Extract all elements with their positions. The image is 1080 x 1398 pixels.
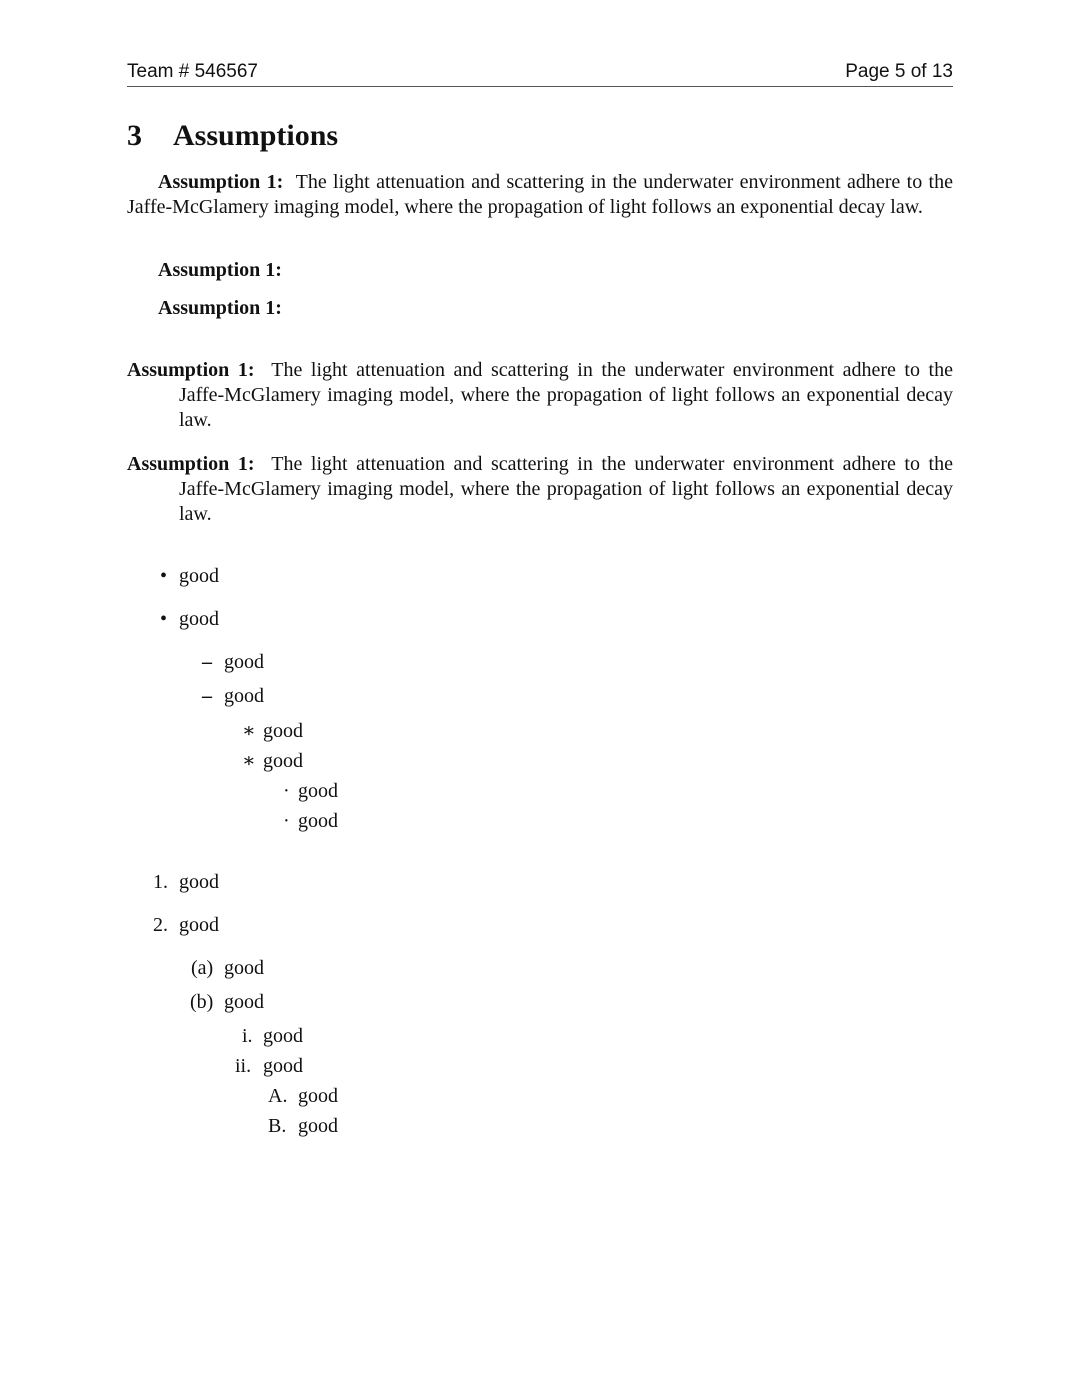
enum-l4-label-2: B.	[268, 1115, 287, 1137]
assumption-paragraph	[127, 170, 953, 220]
bullet-l1-item-2: good	[179, 608, 219, 630]
assumption-label: Assumption 1:	[127, 453, 255, 475]
bullet-l4-marker: ·	[283, 780, 290, 802]
enum-l2-item-1: good	[224, 957, 264, 979]
enum-l3-item-2: good	[263, 1055, 303, 1077]
section-title: Assumptions	[173, 119, 339, 152]
header-page-number: Page 5 of 13	[845, 61, 953, 82]
bullet-l2-marker: –	[202, 685, 212, 707]
assumption-label: Assumption 1:	[158, 171, 284, 193]
bullet-l4-item-2: good	[298, 810, 338, 832]
bullet-l1-marker: •	[160, 608, 168, 630]
assumption-label: Assumption 1:	[127, 359, 255, 381]
enum-l2-item-2: good	[224, 991, 264, 1013]
enum-l3-label-2: ii.	[235, 1055, 252, 1077]
assumption-label-empty-2: Assumption 1:	[158, 297, 282, 319]
enum-l1-label-2: 2.	[153, 914, 168, 936]
header-rule	[127, 86, 953, 87]
enum-l3-label-1: i.	[242, 1025, 253, 1047]
bullet-l2-item-2: good	[224, 685, 264, 707]
bullet-l2-item-1: good	[224, 651, 264, 673]
assumption-description-1	[127, 358, 953, 433]
assumption-text: The light attenuation and scattering in the underwater environment adhere to the Jaffe-McGlamery imaging model, where the propagation of light follows an exponential decay law.	[127, 171, 953, 218]
header-team: Team # 546567	[127, 61, 258, 82]
assumption-text: The light attenuation and scattering in the underwater environment adhere to the Jaffe-McGlamery imaging model, where the propagation of light follows an exponential decay law.	[179, 359, 953, 431]
bullet-l3-marker: ∗	[242, 720, 256, 742]
bullet-l1-item-1: good	[179, 565, 219, 587]
bullet-l2-marker: –	[202, 651, 212, 673]
enum-l4-item-2: good	[298, 1115, 338, 1137]
assumption-label-empty-1: Assumption 1:	[158, 259, 282, 281]
bullet-l1-marker: •	[160, 565, 168, 587]
bullet-l4-item-1: good	[298, 780, 338, 802]
assumption-text: The light attenuation and scattering in the underwater environment adhere to the Jaffe-McGlamery imaging model, where the propagation of light follows an exponential decay law.	[179, 453, 953, 525]
bullet-l3-marker: ∗	[242, 750, 256, 772]
enum-l3-item-1: good	[263, 1025, 303, 1047]
section-number: 3	[127, 119, 142, 152]
enum-l2-label-2: (b)	[190, 991, 214, 1013]
bullet-l3-item-2: good	[263, 750, 303, 772]
enum-l4-label-1: A.	[268, 1085, 288, 1107]
enum-l1-item-2: good	[179, 914, 219, 936]
bullet-l3-item-1: good	[263, 720, 303, 742]
enum-l2-label-1: (a)	[191, 957, 214, 979]
enum-l1-label-1: 1.	[153, 871, 168, 893]
enum-l4-item-1: good	[298, 1085, 338, 1107]
enum-l1-item-1: good	[179, 871, 219, 893]
assumption-description-2	[127, 452, 953, 527]
bullet-l4-marker: ·	[283, 810, 290, 832]
